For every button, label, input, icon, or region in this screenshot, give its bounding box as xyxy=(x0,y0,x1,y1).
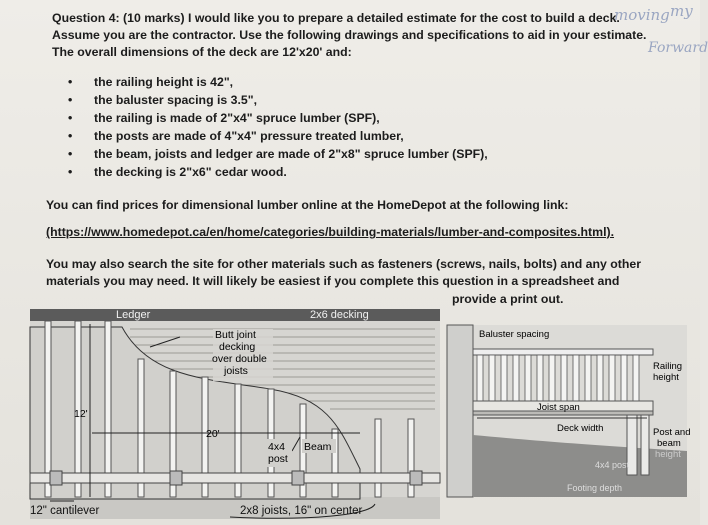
handwritten-note: my xyxy=(670,2,693,20)
dimension-20-label: 20' xyxy=(206,428,220,440)
handwritten-note: moving xyxy=(614,6,670,24)
post-beam-height-label: beam xyxy=(657,438,681,449)
spec-item: • the baluster spacing is 3.5", xyxy=(64,91,488,109)
prices-paragraph: You can find prices for dimensional lumber online at the HomeDepot at the following link: xyxy=(46,198,569,212)
cantilever-label: 12" cantilever xyxy=(30,505,100,517)
deck-elevation-drawing xyxy=(447,325,691,497)
deck-plan-svg xyxy=(30,309,440,519)
butt-joint-label: joists xyxy=(224,365,248,377)
joists-label: 2x8 joists, 16" on center xyxy=(240,505,363,517)
butt-joint-label: over double xyxy=(212,353,267,365)
footing-depth-label: Footing depth xyxy=(567,483,623,493)
railing-height-label: Railing xyxy=(653,361,683,372)
spec-item: • the railing height is 42", xyxy=(64,73,488,91)
butt-joint-label: decking xyxy=(219,341,256,353)
butt-joint-label: Butt joint xyxy=(215,329,256,341)
deck-width-label: Deck width xyxy=(557,423,604,434)
joist-span-label: Joist span xyxy=(537,402,580,413)
question-paragraph xyxy=(52,10,652,61)
printout-text: provide a print out. xyxy=(452,292,564,306)
post-label: 4x4 xyxy=(268,441,285,453)
decking-label: 2x6 decking xyxy=(310,309,369,321)
spec-item: • the railing is made of 2"x4" spruce lumber (SPF), xyxy=(64,109,488,127)
search-paragraph: You may also search the site for other materials such as fasteners (screws, nails, bolts) and any other materials you may need. It will likely be easiest if you complete this question in a spreadsheet and xyxy=(46,257,642,288)
link-text[interactable]: (https://www.homedepot.ca/en/home/categories/building-materials/lumber-and-composites.html). xyxy=(46,225,615,239)
beam-label: Beam xyxy=(304,441,332,453)
baluster-spacing-label: Baluster spacing xyxy=(479,329,550,340)
spec-item: • the posts are made of 4"x4" pressure treated lumber, xyxy=(64,127,488,145)
homedepot-link[interactable] xyxy=(46,225,614,239)
spec-item: • the decking is 2"x6" cedar wood. xyxy=(64,163,488,181)
post-label: 4x4 post xyxy=(595,460,630,470)
deck-plan-drawing xyxy=(30,309,440,519)
post-label: post xyxy=(268,453,288,465)
ledger-label: Ledger xyxy=(116,309,151,321)
spec-list xyxy=(64,73,488,181)
question-intro: (10 marks) I would like you to prepare a detailed estimate for the cost to build a deck. Assume you are the contractor. Use the following drawings and specifications to aid in your estimate. The overall dimensions of the deck are 12'x20' and: xyxy=(52,11,647,59)
deck-elevation-svg xyxy=(447,325,691,497)
railing-height-label: height xyxy=(653,372,679,383)
spec-item: • the beam, joists and ledger are made of 2"x8" spruce lumber (SPF), xyxy=(64,145,488,163)
dimension-12-label: 12' xyxy=(74,408,88,420)
post-beam-height-label: height xyxy=(655,449,681,460)
handwritten-note: Forward xyxy=(648,40,708,56)
post-beam-height-label: Post and xyxy=(653,427,691,438)
question-heading: Question 4: xyxy=(52,11,120,25)
